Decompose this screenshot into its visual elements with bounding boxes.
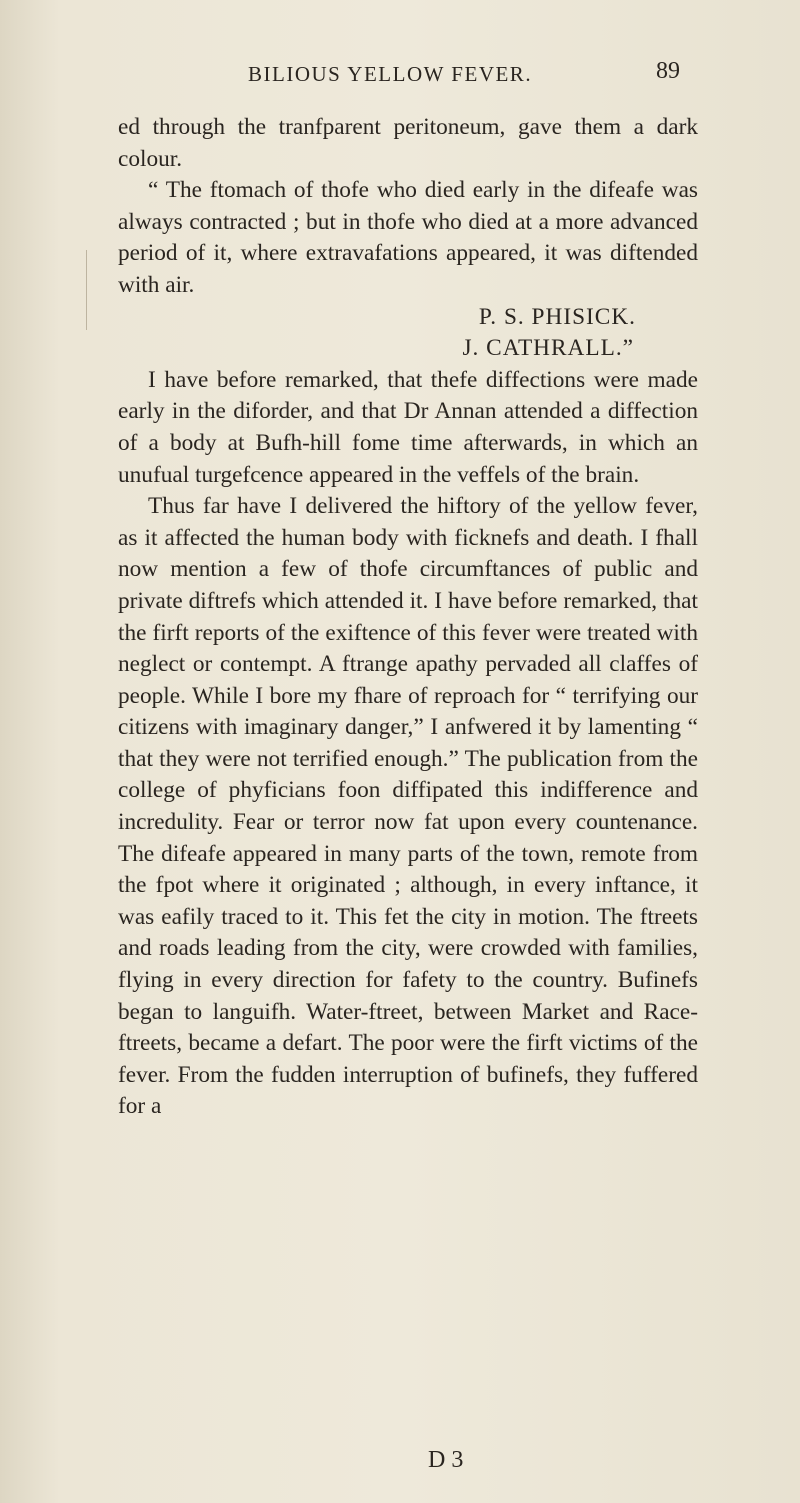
paragraph-2: “ The ftomach of thofe who died early in the difeafe was always contracted ; but in thofe who died at a more advanced period of it, where extravafations appeared, it was diftended with air. — [118, 177, 698, 298]
signature-physick: P. S. PHISICK. — [478, 303, 636, 330]
page-header — [120, 58, 680, 92]
paragraph-3: I have before remarked, that thefe diffections were made early in the diforder, and that Dr Annan attended a diffection of a body at Bufh-hill fome time afterwards, in which an unufual turgefcence appeared in the veffels of the brain. — [118, 366, 698, 488]
paragraph-1: ed through the tranfparent peritoneum, gave them a dark colour. — [118, 114, 698, 172]
body-text — [118, 112, 698, 1123]
signature-cathrall: J. CATHRALL.” — [462, 335, 634, 362]
running-title: BILIOUS YELLOW FEVER. — [248, 62, 533, 86]
margin-shadow-line — [86, 250, 87, 330]
paragraph-4: Thus far have I delivered the hiftory of the yellow fever, as it affected the human body with ficknefs and death. I fhall now mention a few of thofe circumftances of public and private diftrefs which attended it. I have before remarked, that the firft reports of the exiftence of this fever were treated with neglect or contempt. A ftrange apathy pervaded all claffes of people. While I bore my fhare of reproach for “ terrifying our citizens with imaginary danger,” I anfwered it by lamenting “ that they were not terrified enough.” The publication from the college of phyficians foon diffipated this indifference and incredulity. Fear or terror now fat upon every countenance. The difeafe appeared in many parts of the town, remote from the fpot where it originated ; although, in every inftance, it was eafily traced to it. This fet the city in motion. The ftreets and roads leading from the city, were crowded with families, flying in every direction for fafety to the country. Bufinefs began to languifh. Water-ftreet, between Market and Race-ftreets, became a defart. The poor were the firft victims of the fever. From the fudden interruption of bufinefs, they fuffered for a — [118, 493, 698, 1120]
signature-mark: D 3 — [428, 1447, 464, 1473]
page-number: 89 — [656, 58, 680, 84]
